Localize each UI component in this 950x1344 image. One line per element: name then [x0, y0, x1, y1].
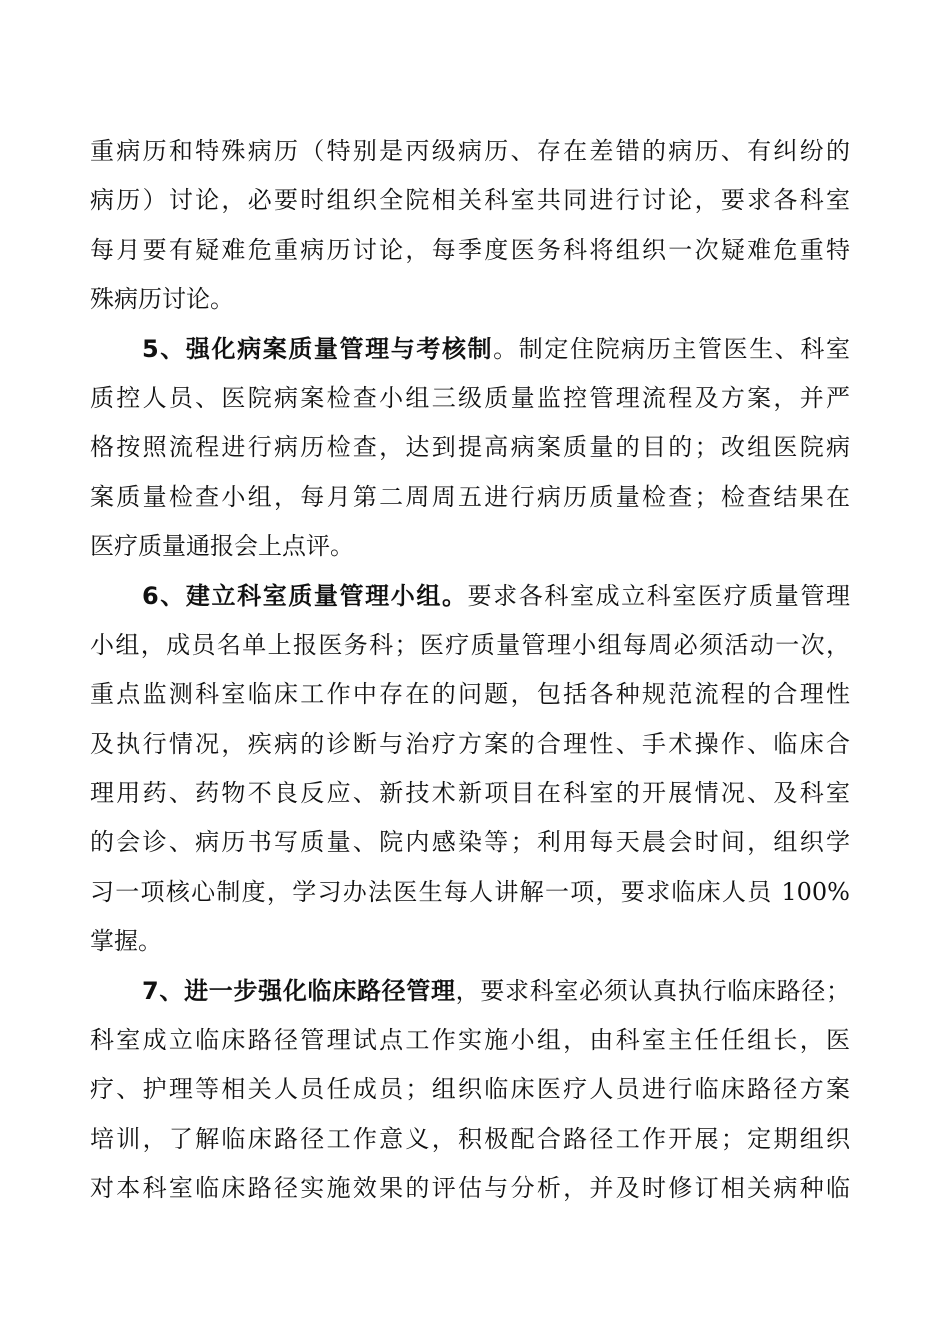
paragraph-line: 培训，了解临床路径工作意义，积极配合路径工作开展；定期组织	[90, 1124, 850, 1153]
paragraph-line: 格按照流程进行病历检查，达到提高病案质量的目的；改组医院病	[90, 433, 850, 462]
section-heading-6: 6、建立科室质量管理小组。	[142, 581, 468, 610]
paragraph-line: 病历）讨论，必要时组织全院相关科室共同进行讨论，要求各科室	[90, 186, 850, 215]
paragraph-line: 的会诊、病历书写质量、院内感染等；利用每天晨会时间，组织学	[90, 828, 850, 857]
document-body	[90, 127, 850, 1214]
paragraph-line: 重点监测科室临床工作中存在的问题，包括各种规范流程的合理性	[90, 680, 850, 709]
paragraph-line: 医疗质量通报会上点评。	[90, 532, 354, 561]
paragraph-line: 对本科室临床路径实施效果的评估与分析，并及时修订相关病种临	[90, 1174, 850, 1203]
paragraph-text: ，要求科室必须认真执行临床路径；	[455, 976, 850, 1005]
paragraph-text: 。制定住院病历主管医生、科室	[493, 334, 850, 363]
paragraph-line: 每月要有疑难危重病历讨论，每季度医务科将组织一次疑难危重特	[90, 235, 850, 264]
paragraph-first-line	[90, 967, 850, 1016]
paragraph-line: 质控人员、医院病案检查小组三级质量监控管理流程及方案，并严	[90, 383, 850, 412]
paragraph-line: 理用药、药物不良反应、新技术新项目在科室的开展情况、及科室	[90, 779, 850, 808]
paragraph-line: 及执行情况，疾病的诊断与治疗方案的合理性、手术操作、临床合	[90, 729, 850, 758]
paragraph-line: 殊病历讨论。	[90, 285, 234, 314]
paragraph-first-line	[90, 572, 850, 621]
paragraph-text: 要求各科室成立科室医疗质量管理	[467, 581, 850, 610]
section-heading-7: 7、进一步强化临床路径管理	[142, 976, 456, 1005]
paragraph-line: 习一项核心制度，学习办法医生每人讲解一项，要求临床人员 100%	[90, 877, 850, 906]
paragraph-first-line	[90, 325, 850, 374]
paragraph-line: 科室成立临床路径管理试点工作实施小组，由科室主任任组长，医	[90, 1026, 850, 1055]
paragraph-line: 案质量检查小组，每月第二周周五进行病历质量检查；检查结果在	[90, 482, 850, 511]
paragraph-line: 小组，成员名单上报医务科；医疗质量管理小组每周必须活动一次，	[90, 630, 850, 659]
paragraph-line: 掌握。	[90, 927, 162, 956]
paragraph-line: 疗、护理等相关人员任成员；组织临床医疗人员进行临床路径方案	[90, 1075, 850, 1104]
paragraph-line: 重病历和特殊病历（特别是丙级病历、存在差错的病历、有纠纷的	[90, 137, 850, 165]
section-heading-5: 5、强化病案质量管理与考核制	[142, 334, 494, 363]
